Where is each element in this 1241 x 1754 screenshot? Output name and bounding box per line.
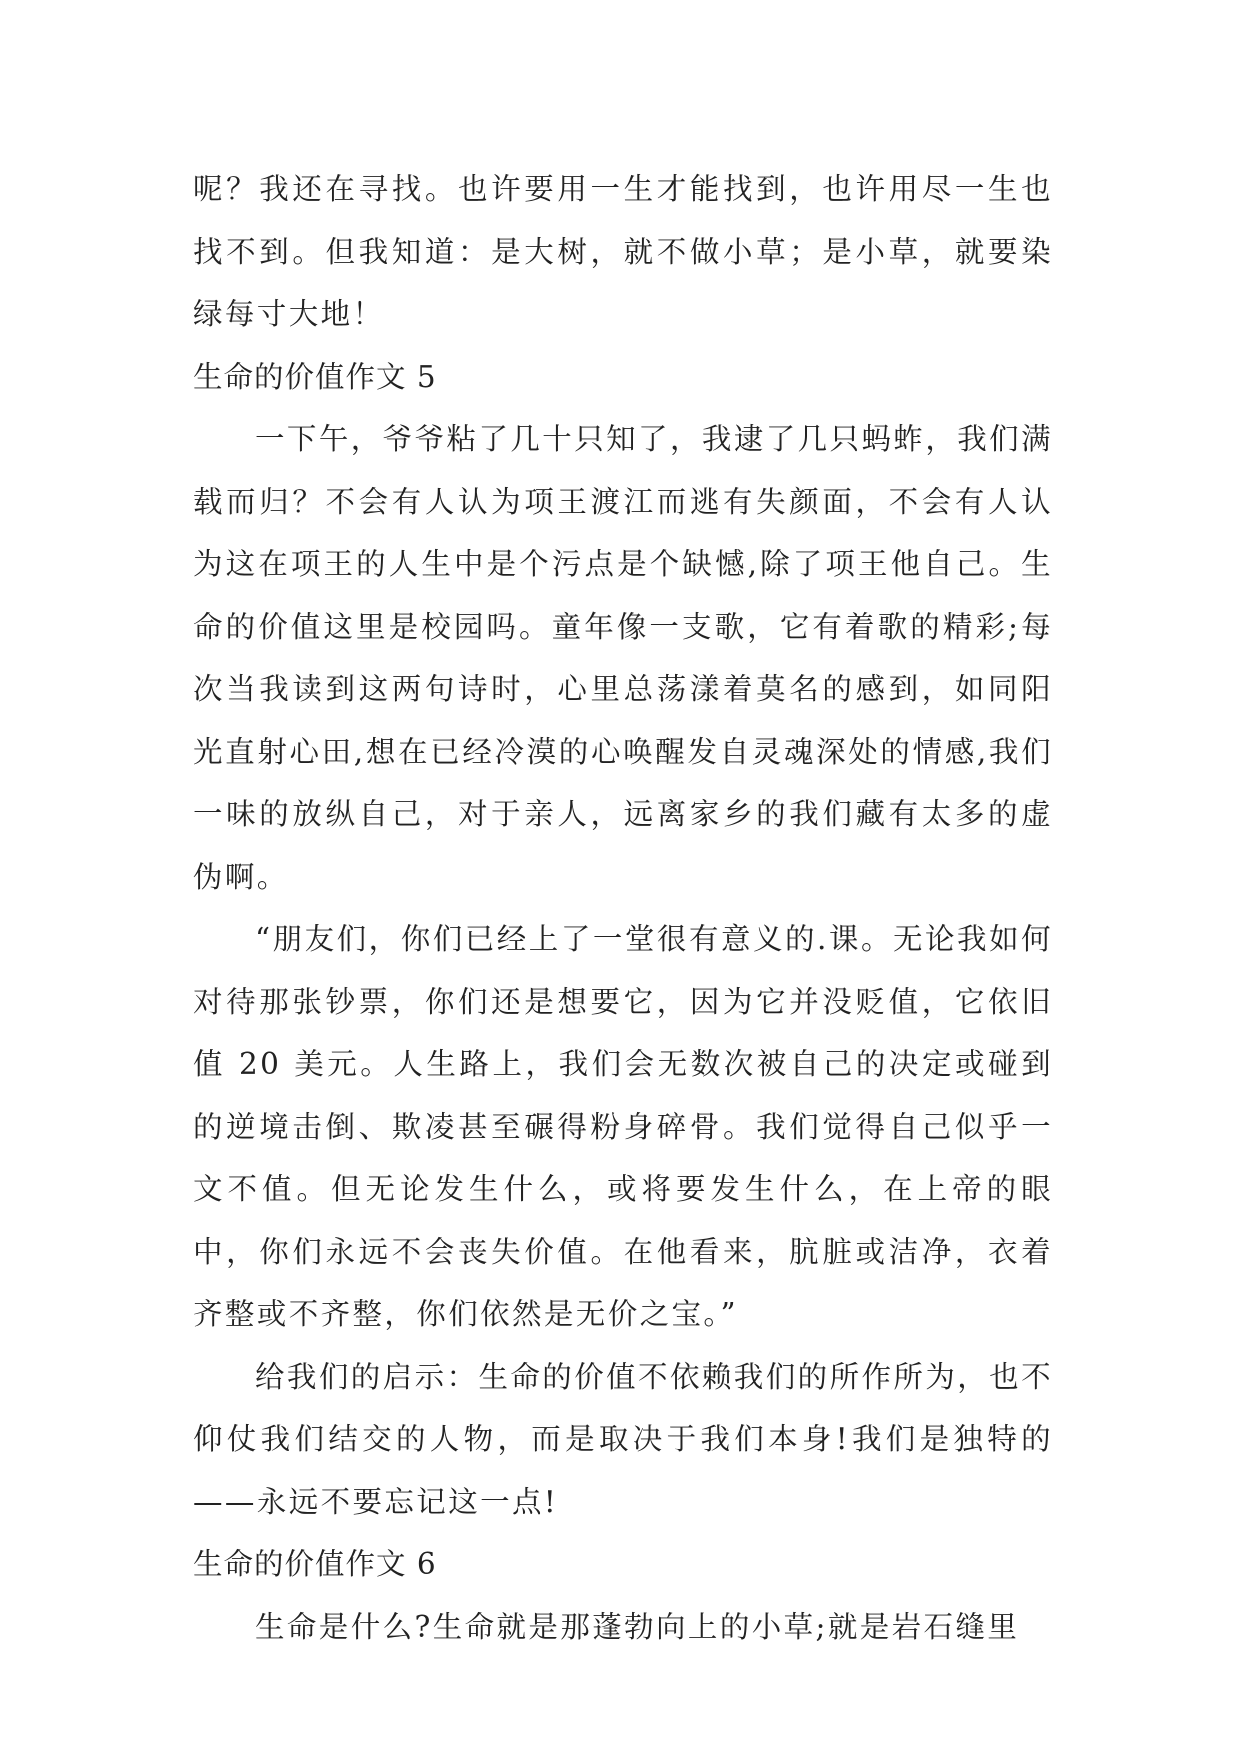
paragraph-life: 生命是什么?生命就是那蓬勃向上的小草;就是岩石缝里 bbox=[255, 1609, 1020, 1644]
document-body bbox=[193, 158, 1053, 1658]
paragraph-quote: “朋友们，你们已经上了一堂很有意义的.课。无论我如何对待那张钞票，你们还是想要它，因为它并没贬值，它依旧值 20 美元。人生路上，我们会无数次被自己的决定或碰到的逆境击倒、欺凌甚至碾得粉身碎骨。我们觉得自己似乎一文不值。但无论发生什么，或将要发生什么，在上帝的眼中，你们永远不会丧失价值。在他看来，肮脏或洁净，衣着齐整或不齐整，你们依然是无价之宝。” bbox=[193, 922, 1053, 1331]
paragraph-continuation: 呢？我还在寻找。也许要用一生才能找到，也许用尽一生也找不到。但我知道：是大树，就不做小草；是小草，就要染绿每寸大地！ bbox=[193, 172, 1053, 331]
section-heading-5: 生命的价值作文 5 bbox=[193, 359, 437, 394]
section-heading-6: 生命的价值作文 6 bbox=[193, 1547, 437, 1581]
paragraph-afternoon: 一下午，爷爷粘了几十只知了，我逮了几只蚂蚱，我们满载而归？不会有人认为项王渡江而逃有失颜面，不会有人认为这在项王的人生中是个污点是个缺憾,除了项王他自己。生命的价值这里是校园吗。童年像一支歌，它有着歌的精彩;每次当我读到这两句诗时，心里总荡漾着莫名的感到，如同阳光直射心田,想在已经冷漠的心唤醒发自灵魂深处的情感,我们一味的放纵自己，对于亲人，远离家乡的我们藏有太多的虚伪啊。 bbox=[193, 422, 1053, 894]
paragraph-insight: 给我们的启示：生命的价值不依赖我们的所作所为，也不仰仗我们结交的人物，而是取决于我们本身!我们是独特的——永远不要忘记这一点! bbox=[193, 1359, 1053, 1519]
